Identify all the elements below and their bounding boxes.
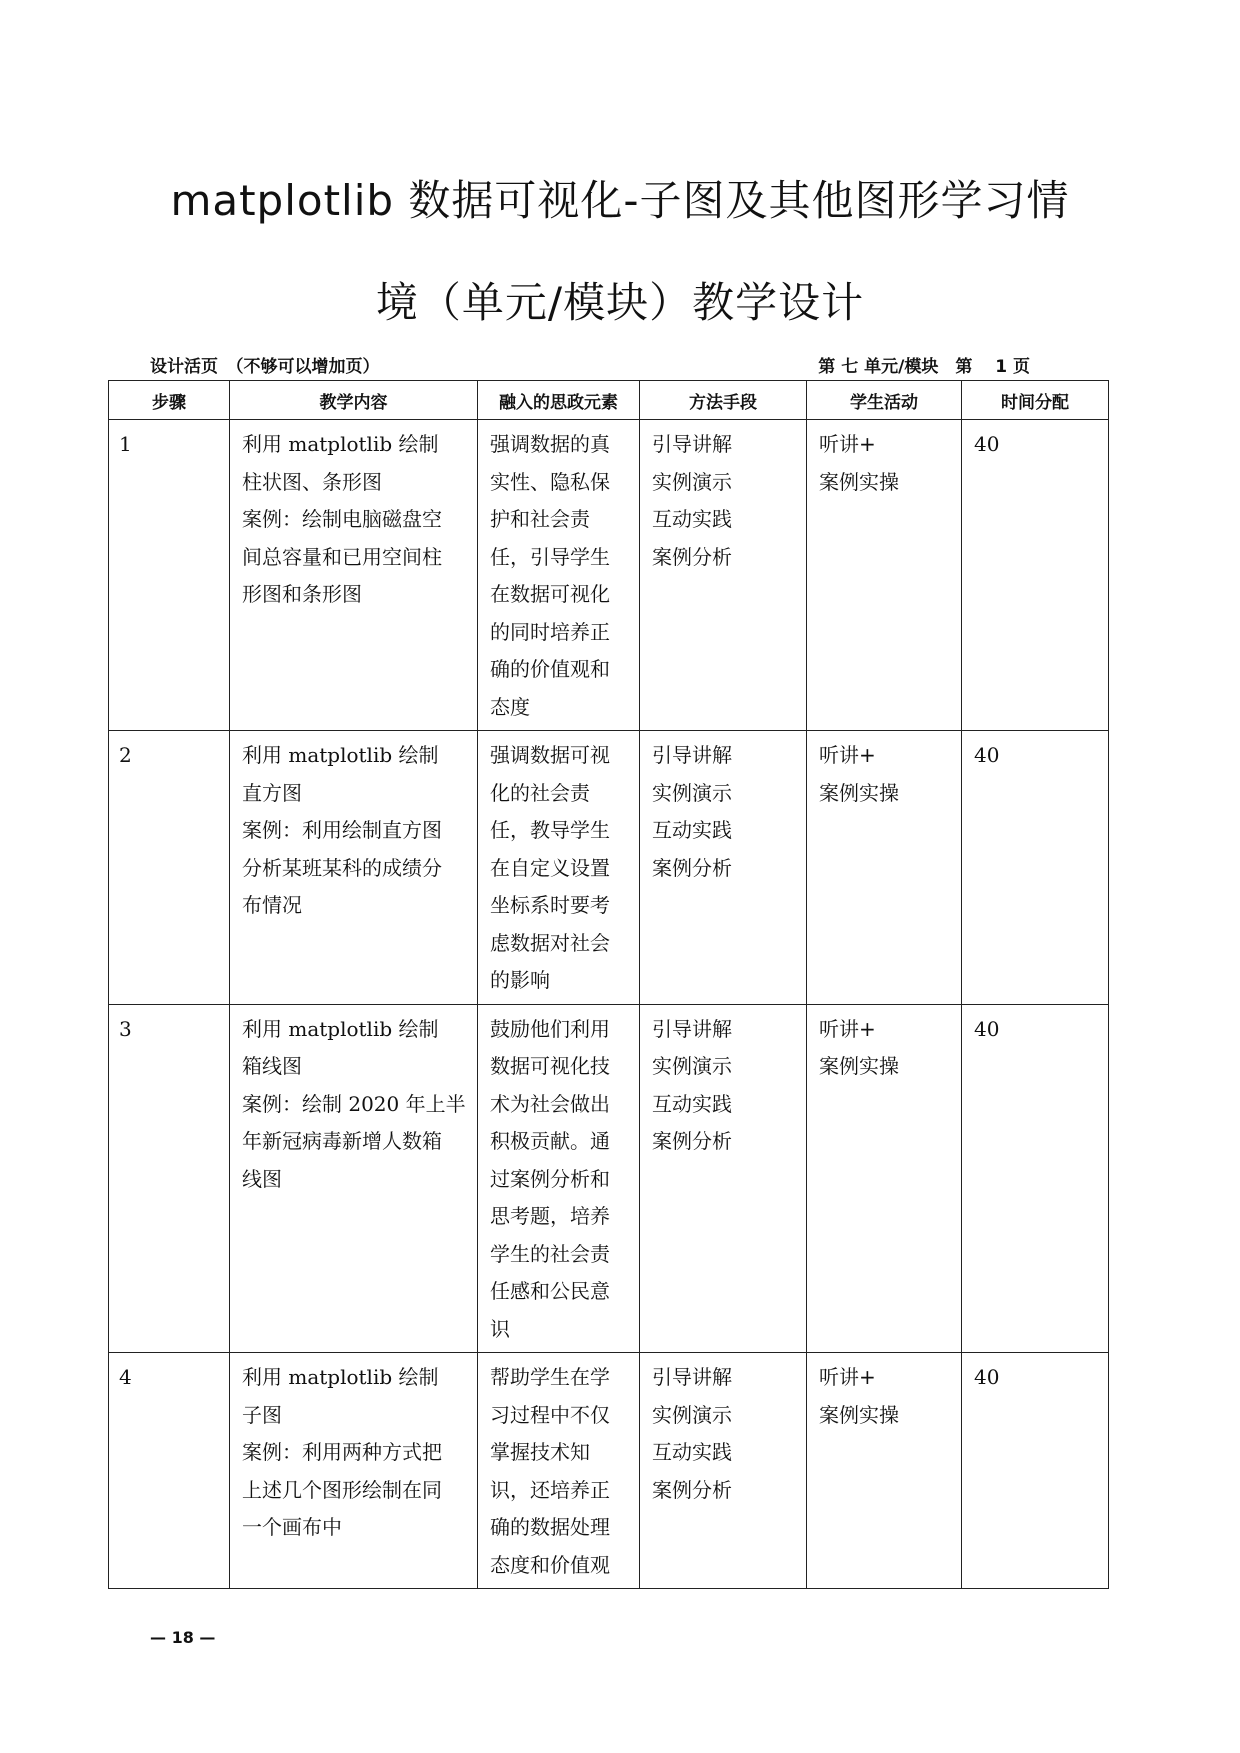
header-ideology: 融入的思政元素 — [478, 381, 640, 420]
methods-cell: 引导讲解 实例演示 互动实践 案例分析 — [640, 731, 807, 1005]
document-title-line-1: matplotlib 数据可视化-子图及其他图形学习情 — [170, 176, 1070, 225]
header-time: 时间分配 — [962, 381, 1109, 420]
ideology-cell: 强调数据的真 实性、隐私保 护和社会责 任，引导学生 在数据可视化 的同时培养正 确的价值观和 态度 — [478, 420, 640, 731]
table-row — [109, 1353, 1109, 1589]
design-sheet-label: 设计活页 （不够可以增加页） — [150, 357, 380, 377]
time-cell: 40 — [962, 420, 1109, 731]
document-title-line-2: 境（单元/模块）教学设计 — [375, 278, 865, 327]
methods-cell: 引导讲解 实例演示 互动实践 案例分析 — [640, 420, 807, 731]
ideology-cell: 帮助学生在学 习过程中不仅 掌握技术知 识，还培养正 确的数据处理 态度和价值观 — [478, 1353, 640, 1589]
ideology-cell: 鼓励他们利用 数据可视化技 术为社会做出 积极贡献。通 过案例分析和 思考题，培养 学生的社会责 任感和公民意 识 — [478, 1004, 640, 1353]
activity-cell: 听讲+ 案例实操 — [807, 731, 962, 1005]
activity-cell: 听讲+ 案例实操 — [807, 1353, 962, 1589]
methods-cell: 引导讲解 实例演示 互动实践 案例分析 — [640, 1004, 807, 1353]
step-cell: 2 — [109, 731, 230, 1005]
header-methods: 方法手段 — [640, 381, 807, 420]
step-cell: 4 — [109, 1353, 230, 1589]
table-row — [109, 420, 1109, 731]
header-content: 教学内容 — [230, 381, 478, 420]
content-cell: 利用 matplotlib 绘制 箱线图 案例：绘制 2020 年上半 年新冠病毒新增人数箱 线图 — [230, 1004, 478, 1353]
lesson-plan-table — [108, 380, 1109, 1589]
meta-line — [150, 352, 1030, 376]
ideology-cell: 强调数据可视 化的社会责 任，教导学生 在自定义设置 坐标系时要考 虑数据对社会 的影响 — [478, 731, 640, 1005]
time-cell: 40 — [962, 1004, 1109, 1353]
table-row — [109, 1004, 1109, 1353]
activity-cell: 听讲+ 案例实操 — [807, 420, 962, 731]
table-header-row — [109, 381, 1109, 420]
content-cell: 利用 matplotlib 绘制 直方图 案例：利用绘制直方图 分析某班某科的成绩分 布情况 — [230, 731, 478, 1005]
step-cell: 3 — [109, 1004, 230, 1353]
page-number: — 18 — — [150, 1628, 216, 1647]
step-cell: 1 — [109, 420, 230, 731]
methods-cell: 引导讲解 实例演示 互动实践 案例分析 — [640, 1353, 807, 1589]
time-cell: 40 — [962, 731, 1109, 1005]
activity-cell: 听讲+ 案例实操 — [807, 1004, 962, 1353]
content-cell: 利用 matplotlib 绘制 柱状图、条形图 案例：绘制电脑磁盘空 间总容量和已用空间柱 形图和条形图 — [230, 420, 478, 731]
header-step: 步骤 — [109, 381, 230, 420]
time-cell: 40 — [962, 1353, 1109, 1589]
header-activity: 学生活动 — [807, 381, 962, 420]
content-cell: 利用 matplotlib 绘制 子图 案例：利用两种方式把 上述几个图形绘制在同 一个画布中 — [230, 1353, 478, 1589]
table-row — [109, 731, 1109, 1005]
unit-page-label: 第 七 单元/模块 第 1 页 — [818, 357, 1030, 377]
